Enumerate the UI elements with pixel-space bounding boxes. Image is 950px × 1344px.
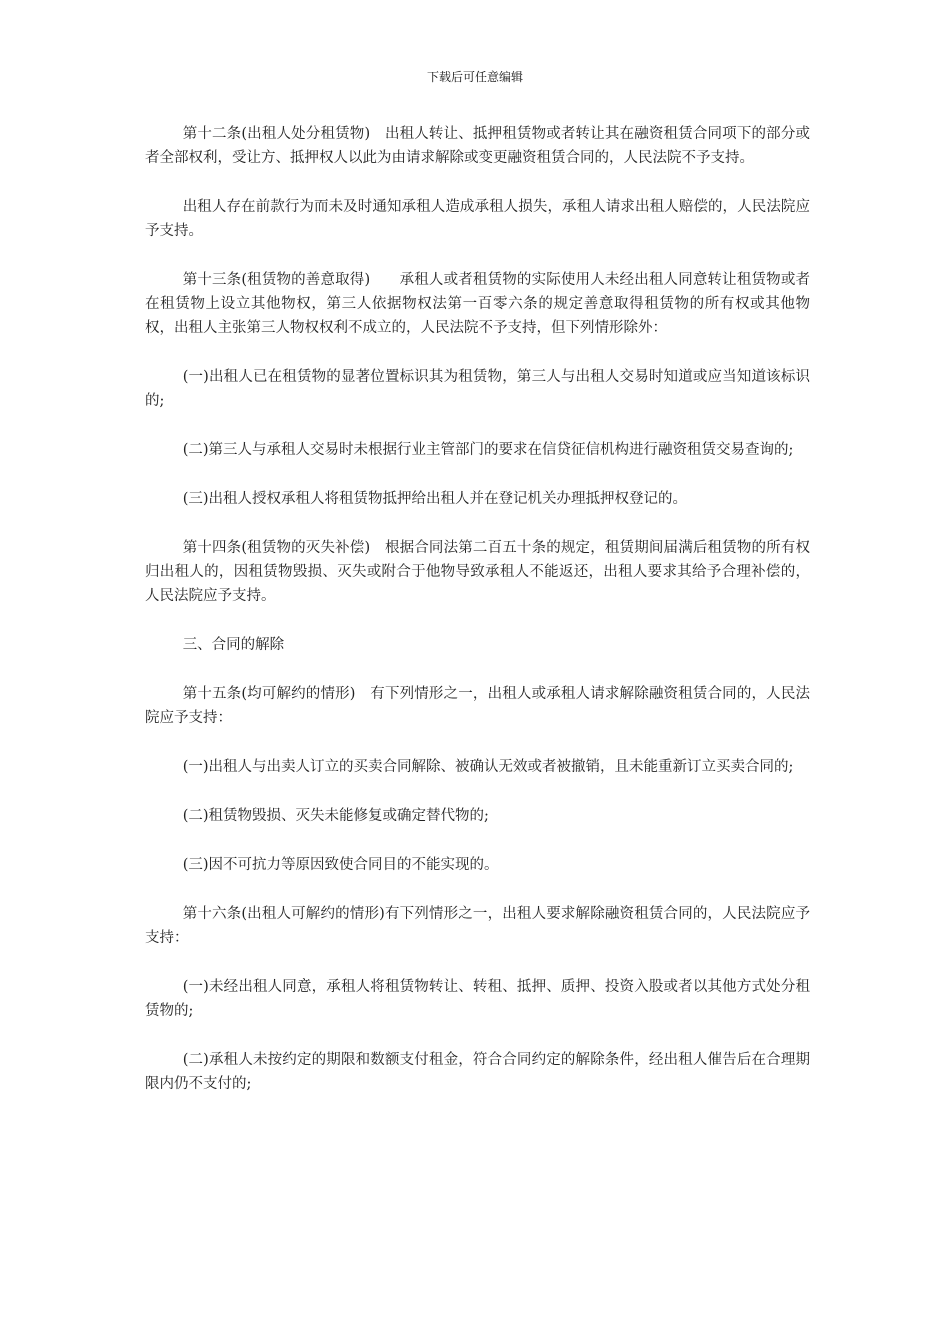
document-body [145, 122, 810, 1121]
article-13-item-1: (一)出租人已在租赁物的显著位置标识其为租赁物，第三人与出租人交易时知道或应当知道该标识的; [145, 369, 810, 409]
article-15-item-3: (三)因不可抗力等原因致使合同目的不能实现的。 [182, 857, 499, 873]
article-15-paragraph: 第十五条(均可解约的情形) 有下列情形之一，出租人或承租人请求解除融资租赁合同的，人民法院应予支持： [145, 686, 810, 726]
article-13-item-3: (三)出租人授权承租人将租赁物抵押给出租人并在登记机关办理抵押权登记的。 [182, 491, 687, 507]
article-15-item-1: (一)出租人与出卖人订立的买卖合同解除、被确认无效或者被撤销，且未能重新订立买卖合同的; [182, 759, 794, 775]
article-16-item-2: (二)承租人未按约定的期限和数额支付租金，符合合同约定的解除条件，经出租人催告后在合理期限内仍不支付的; [145, 1052, 810, 1092]
article-16-paragraph: 第十六条(出租人可解约的情形)有下列情形之一，出租人要求解除融资租赁合同的，人民法院应予支持： [145, 906, 810, 946]
article-13-paragraph: 第十三条(租赁物的善意取得) 承租人或者租赁物的实际使用人未经出租人同意转让租赁物或者在租赁物上设立其他物权，第三人依据物权法第一百零六条的规定善意取得租赁物的所有权或其他物权，出租人主张第三人物权权利不成立的，人民法院不予支持，但下列情形除外： [145, 272, 810, 336]
section-heading: 三、合同的解除 [182, 637, 285, 653]
article-15-item-2: (二)租赁物毁损、灭失未能修复或确定替代物的; [182, 808, 489, 824]
header-note: 下载后可任意编辑 [426, 70, 523, 84]
article-12-second-paragraph: 出租人存在前款行为而未及时通知承租人造成承租人损失，承租人请求出租人赔偿的，人民法院应予支持。 [145, 199, 810, 239]
article-13-item-2: (二)第三人与承租人交易时未根据行业主管部门的要求在信贷征信机构进行融资租赁交易查询的; [182, 442, 794, 458]
article-12-paragraph: 第十二条(出租人处分租赁物) 出租人转让、抵押租赁物或者转让其在融资租赁合同项下的部分或者全部权利，受让方、抵押权人以此为由请求解除或变更融资租赁合同的，人民法院不予支持。 [145, 126, 810, 166]
article-16-item-1: (一)未经出租人同意，承租人将租赁物转让、转租、抵押、质押、投资入股或者以其他方式处分租赁物的; [145, 979, 810, 1019]
article-14-paragraph: 第十四条(租赁物的灭失补偿) 根据合同法第二百五十条的规定，租赁期间届满后租赁物的所有权归出租人的，因租赁物毁损、灭失或附合于他物导致承租人不能返还，出租人要求其给予合理补偿的，人民法院应予支持。 [145, 540, 810, 604]
